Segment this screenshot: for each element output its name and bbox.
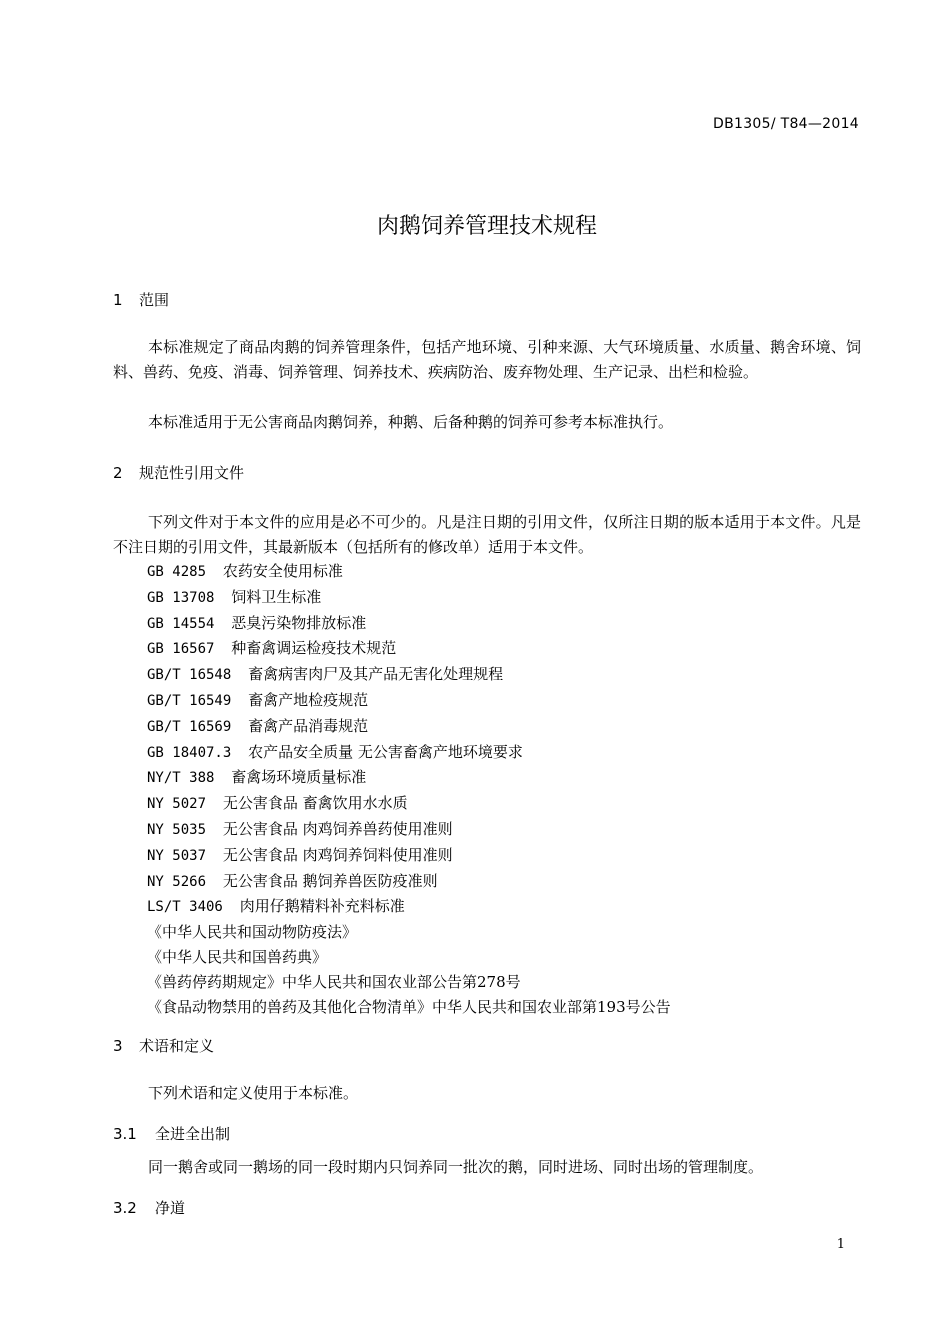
reference-code: GB 14554 bbox=[147, 615, 215, 632]
section-1-paragraph-1: 本标准规定了商品肉鹅的饲养管理条件，包括产地环境、引种来源、大气环境质量、水质量、鹅舍环境、饲料、兽药、免疫、消毒、饲养管理、饲养技术、疾病防治、废弃物处理、生产记录、出栏和检验。 bbox=[113, 338, 861, 381]
reference-code: GB/T 16569 bbox=[147, 718, 232, 735]
reference-item bbox=[147, 843, 671, 869]
section-3-1-paragraph: 同一鹅舍或同一鹅场的同一段时期内只饲养同一批次的鹅，同时进场、同时出场的管理制度。 bbox=[148, 1158, 764, 1176]
reference-name: 农药安全使用标准 bbox=[222, 562, 343, 580]
reference-item bbox=[147, 791, 671, 817]
section-3-1-heading bbox=[113, 1123, 230, 1144]
section-2-heading bbox=[113, 462, 244, 483]
reference-code: NY 5035 bbox=[147, 821, 207, 838]
reference-item bbox=[147, 585, 671, 611]
reference-item bbox=[147, 894, 671, 920]
reference-name: 畜禽产地检疫规范 bbox=[248, 690, 369, 709]
law-item: 《中华人民共和国动物防疫法》 bbox=[147, 923, 358, 942]
reference-code: NY/T 388 bbox=[147, 770, 215, 787]
section-title: 净道 bbox=[155, 1199, 186, 1217]
reference-name: 恶臭污染物排放标准 bbox=[231, 613, 367, 632]
section-1-heading bbox=[113, 289, 169, 310]
reference-list bbox=[147, 559, 671, 1019]
reference-name: 畜禽场环境质量标准 bbox=[231, 768, 367, 787]
section-number: 3.2 bbox=[113, 1199, 137, 1217]
reference-name: 无公害食品 肉鸡饲养兽药使用准则 bbox=[222, 819, 453, 838]
reference-name: 肉用仔鹅精料补充料标准 bbox=[239, 897, 405, 916]
reference-name: 种畜禽调运检疫技术规范 bbox=[231, 639, 397, 658]
reference-name: 畜禽产品消毒规范 bbox=[248, 716, 369, 735]
reference-code: GB 13708 bbox=[147, 589, 215, 606]
reference-item bbox=[147, 817, 671, 843]
reference-name: 无公害食品 畜禽饮用水水质 bbox=[222, 794, 408, 813]
reference-item bbox=[147, 740, 671, 766]
reference-code: GB 16567 bbox=[147, 641, 215, 658]
reference-name: 无公害食品 肉鸡饲养饲料使用准则 bbox=[222, 845, 453, 864]
reference-code: NY 5037 bbox=[147, 847, 207, 864]
section-3-heading bbox=[113, 1035, 214, 1056]
law-item: 《兽药停药期规定》中华人民共和国农业部公告第278号 bbox=[147, 972, 521, 991]
reference-item bbox=[147, 714, 671, 740]
section-3-2-heading bbox=[113, 1197, 185, 1218]
section-title: 规范性引用文件 bbox=[139, 464, 245, 482]
reference-code: GB 18407.3 bbox=[147, 744, 232, 761]
document-title: 肉鹅饲养管理技术规程 bbox=[376, 214, 597, 239]
reference-name: 畜禽病害肉尸及其产品无害化处理规程 bbox=[248, 665, 504, 684]
section-1-paragraph-2: 本标准适用于无公害商品肉鹅饲养，种鹅、后备种鹅的饲养可参考本标准执行。 bbox=[148, 413, 674, 431]
reference-code: LS/T 3406 bbox=[147, 899, 223, 916]
reference-item bbox=[147, 688, 671, 714]
reference-item bbox=[147, 611, 671, 637]
section-3-paragraph-1: 下列术语和定义使用于本标准。 bbox=[148, 1084, 359, 1102]
reference-code: NY 5027 bbox=[147, 796, 207, 813]
reference-item bbox=[147, 869, 671, 895]
section-title: 范围 bbox=[139, 291, 170, 309]
reference-item bbox=[147, 662, 671, 688]
section-2-paragraph-1: 下列文件对于本文件的应用是必不可少的。凡是注日期的引用文件，仅所注日期的版本适用于本文件。凡是不注日期的引用文件，其最新版本（包括所有的修改单）适用于本文件。 bbox=[113, 513, 861, 556]
section-number: 3 bbox=[113, 1037, 123, 1055]
reference-item bbox=[147, 559, 671, 585]
reference-code: GB/T 16549 bbox=[147, 692, 232, 709]
reference-item bbox=[147, 636, 671, 662]
reference-item bbox=[147, 765, 671, 791]
section-number: 2 bbox=[113, 464, 123, 482]
section-title: 术语和定义 bbox=[139, 1037, 215, 1055]
law-item: 《中华人民共和国兽药典》 bbox=[147, 947, 328, 966]
page-number: 1 bbox=[836, 1237, 845, 1252]
reference-code: NY 5266 bbox=[147, 873, 207, 890]
reference-name: 无公害食品 鹅饲养兽医防疫准则 bbox=[222, 871, 438, 890]
section-number: 1 bbox=[113, 291, 123, 309]
law-item: 《食品动物禁用的兽药及其他化合物清单》中华人民共和国农业部第193号公告 bbox=[147, 997, 671, 1016]
section-title: 全进全出制 bbox=[155, 1125, 231, 1143]
document-code: DB1305/ T84—2014 bbox=[713, 116, 859, 132]
reference-code: GB 4285 bbox=[147, 564, 207, 580]
section-number: 3.1 bbox=[113, 1125, 137, 1143]
reference-name: 饲料卫生标准 bbox=[231, 587, 322, 606]
reference-name: 农产品安全质量 无公害畜禽产地环境要求 bbox=[248, 742, 523, 761]
reference-code: GB/T 16548 bbox=[147, 667, 232, 684]
